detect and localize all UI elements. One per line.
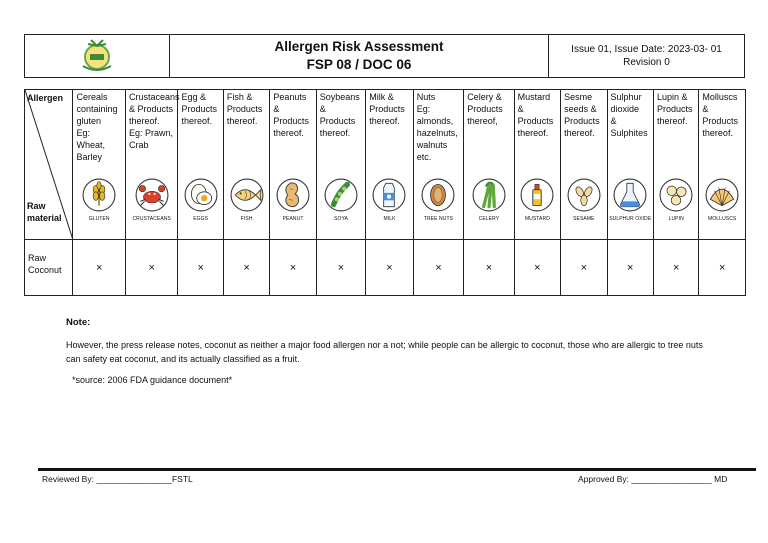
allergen-header-molluscs: [699, 90, 746, 240]
allergen-description: Molluscs & Products thereof.: [702, 92, 738, 138]
allergen-mark-gluten: ×: [73, 240, 126, 296]
allergen-icon-wrap: [561, 178, 606, 223]
title-line-1: Allergen Risk Assessment: [274, 39, 444, 54]
allergen-mark-eggs: ×: [178, 240, 223, 296]
allergen-description: Soybeans & Products thereof.: [319, 92, 360, 138]
allergen-description: Nuts Eg: almonds, hazelnuts, walnuts etc.: [416, 92, 458, 162]
allergen-icon-label: EGGS: [193, 216, 209, 222]
allergen-icon-wrap: [178, 178, 222, 223]
allergen-mark-peanut: ×: [270, 240, 316, 296]
issue-info: [549, 35, 744, 77]
issue-line-2: Revision 0: [623, 57, 670, 68]
allergen-table: [24, 89, 746, 296]
allergen-description: Mustard & Products thereof.: [517, 92, 554, 138]
allergen-header-peanut: [270, 90, 316, 240]
note-source: *source: 2006 FDA guidance document*: [72, 375, 233, 385]
allergen-icon-label: FISH: [240, 216, 253, 222]
allergen-header-milk: [366, 90, 413, 240]
allergen-mark-sulphur-oxide: ×: [607, 240, 653, 296]
allergen-description: Peanuts & Products thereof.: [273, 92, 309, 138]
allergen-corner-label: Allergen: [27, 93, 64, 103]
note-body: However, the press release notes, coconut as neither a major food allergen nor a not; while people can be allergic to coconut, those who are allergic to tree nuts can safety eat coconut, and its actually classified as a fruit.: [66, 340, 703, 364]
mustard-icon: [520, 178, 554, 212]
allergen-icon-label: MILK: [383, 216, 396, 222]
allergen-icon-label: PEANUT: [282, 216, 304, 222]
allergen-header-lupin: [653, 90, 698, 240]
allergen-mark-molluscs: ×: [699, 240, 746, 296]
allergen-header-crustaceans: [125, 90, 178, 240]
nut-icon: [421, 178, 455, 212]
allergen-icon-label: MOLLUSCS: [708, 216, 737, 222]
allergen-description: Milk & Products thereof.: [369, 92, 405, 126]
egg-icon: [184, 178, 218, 212]
soy-icon: [324, 178, 358, 212]
document-header: [24, 34, 745, 78]
allergen-mark-sesame: ×: [561, 240, 607, 296]
allergen-mark-lupin: ×: [653, 240, 698, 296]
allergen-header-celery: [464, 90, 514, 240]
fish-icon: [230, 178, 264, 212]
allergen-mark-tree-nuts: ×: [413, 240, 463, 296]
allergen-icon-wrap: [73, 178, 125, 223]
allergen-header-row: [25, 90, 746, 240]
allergen-icon-label: SULPHUR OXIDE: [609, 216, 652, 222]
crab-icon: [135, 178, 169, 212]
corner-cell: [25, 90, 73, 240]
allergen-mark-crustaceans: ×: [125, 240, 178, 296]
allergen-icon-wrap: [414, 178, 463, 223]
allergen-header-fish: [223, 90, 269, 240]
allergen-icon-label: CELERY: [478, 216, 500, 222]
allergen-mark-celery: ×: [464, 240, 514, 296]
allergen-description: Crustaceans & Products thereof. Eg: Prawn, Crab: [128, 92, 180, 150]
allergen-description: Sesme seeds & Products thereof.: [564, 92, 600, 138]
allergen-icon-wrap: [126, 178, 178, 223]
allergen-icon-wrap: [317, 178, 365, 223]
footer-divider: [38, 468, 756, 471]
allergen-description: Cereals containing gluten Eg: Wheat, Barley: [76, 92, 118, 162]
allergen-mark-mustard: ×: [514, 240, 560, 296]
allergen-icon-wrap: [366, 178, 412, 223]
allergen-icon-wrap: [224, 178, 269, 223]
allergen-description: Egg & Products thereof.: [181, 92, 217, 126]
allergen-icon-wrap: [270, 178, 315, 223]
shell-icon: [705, 178, 739, 212]
allergen-icon-wrap: [608, 178, 653, 223]
issue-line-1: Issue 01, Issue Date: 2023-03- 01: [571, 44, 722, 55]
allergen-mark-soya: ×: [316, 240, 365, 296]
allergen-icon-wrap: [515, 178, 560, 223]
allergen-icon-wrap: [699, 178, 745, 223]
allergen-icon-label: SESAME: [573, 216, 595, 222]
allergen-icon-wrap: [654, 178, 698, 223]
allergen-description: Lupin & Products thereof.: [656, 92, 693, 126]
allergen-description: Celery & Products thereof,: [467, 92, 503, 126]
logo-emblem-icon: [77, 38, 117, 74]
allergen-header-mustard: [514, 90, 560, 240]
allergen-header-sesame: [561, 90, 607, 240]
company-logo: [25, 35, 170, 77]
allergen-header-tree-nuts: [413, 90, 463, 240]
raw-material-name: Raw Coconut: [25, 240, 73, 296]
allergen-header-soya: [316, 90, 365, 240]
allergen-icon-wrap: [464, 178, 513, 223]
allergen-mark-milk: ×: [366, 240, 413, 296]
allergen-mark-fish: ×: [223, 240, 269, 296]
allergen-description: Sulphur dioxide & Sulphites: [610, 92, 648, 138]
sesame-icon: [567, 178, 601, 212]
allergen-icon-label: TREE NUTS: [423, 216, 454, 222]
allergen-description: Fish & Products thereof.: [226, 92, 263, 126]
allergen-icon-label: GLUTEN: [88, 216, 110, 222]
milk-icon: [372, 178, 406, 212]
allergen-icon-label: LUPIN: [668, 216, 684, 222]
allergen-header-sulphur-oxide: [607, 90, 653, 240]
approved-by: Approved By: _________________ MD: [578, 474, 728, 484]
allergen-header-gluten: [73, 90, 126, 240]
title-line-2: FSP 08 / DOC 06: [306, 57, 412, 72]
allergen-icon-label: SOYA: [334, 216, 348, 222]
wheat-icon: [82, 178, 116, 212]
raw-material-corner-label: Raw material: [27, 201, 62, 223]
note-heading: Note:: [66, 317, 91, 328]
document-title: [170, 35, 549, 77]
reviewed-by: Reviewed By: ________________FSTL: [42, 474, 193, 484]
flask-icon: [613, 178, 647, 212]
allergen-icon-label: MUSTARD: [524, 216, 550, 222]
peanut-icon: [276, 178, 310, 212]
lupin-icon: [659, 178, 693, 212]
celery-icon: [472, 178, 506, 212]
allergen-header-eggs: [178, 90, 223, 240]
allergen-icon-label: CRUSTACEANS: [132, 216, 171, 222]
table-row: [25, 240, 746, 296]
